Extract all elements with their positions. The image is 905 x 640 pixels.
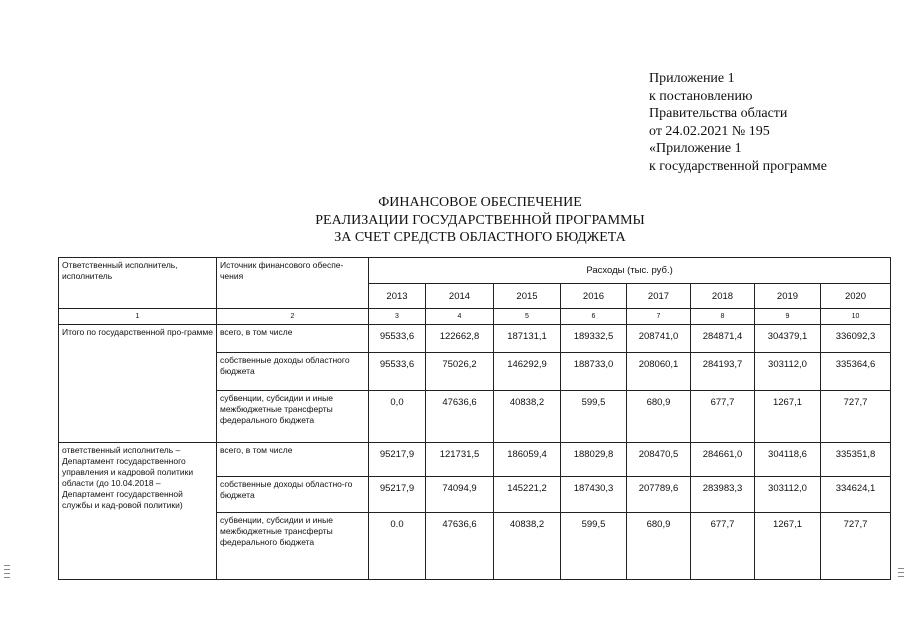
column-number: 5	[494, 309, 561, 325]
value-cell: 283983,3	[691, 477, 755, 513]
value-cell: 303112,0	[755, 477, 821, 513]
value-cell: 727,7	[821, 513, 891, 580]
value-cell: 95533,6	[369, 353, 426, 391]
value-cell: 95217,9	[369, 443, 426, 477]
title-line: ФИНАНСОВОЕ ОБЕСПЕЧЕНИЕ	[378, 195, 582, 210]
executor-cell: Итого по государственной про-грамме	[59, 325, 217, 443]
value-cell: 187430,3	[561, 477, 627, 513]
value-cell: 40838,2	[494, 513, 561, 580]
value-cell: 304379,1	[755, 325, 821, 353]
title-line: ЗА СЧЕТ СРЕДСТВ ОБЛАСТНОГО БЮДЖЕТА	[334, 230, 626, 245]
value-cell: 680,9	[627, 513, 691, 580]
value-cell: 145221,2	[494, 477, 561, 513]
source-cell: субвенции, субсидии и иные межбюджетные трансферты федерального бюджета	[217, 513, 369, 580]
header-executor: Ответственный исполнитель, исполнитель	[59, 258, 217, 309]
value-cell: 189332,5	[561, 325, 627, 353]
value-cell: 188029,8	[561, 443, 627, 477]
value-cell: 727,7	[821, 391, 891, 443]
appendix-line: Приложение 1	[649, 71, 735, 86]
document-title	[230, 194, 730, 247]
header-year: 2014	[426, 284, 494, 309]
value-cell: 74094,9	[426, 477, 494, 513]
value-cell: 146292,9	[494, 353, 561, 391]
header-year: 2016	[561, 284, 627, 309]
source-cell: всего, в том числе	[217, 325, 369, 353]
value-cell: 121731,5	[426, 443, 494, 477]
value-cell: 75026,2	[426, 353, 494, 391]
financing-table	[58, 257, 891, 580]
header-year: 2015	[494, 284, 561, 309]
header-year: 2013	[369, 284, 426, 309]
value-cell: 599,5	[561, 513, 627, 580]
value-cell: 336092,3	[821, 325, 891, 353]
value-cell: 95217,9	[369, 477, 426, 513]
value-cell: 284661,0	[691, 443, 755, 477]
value-cell: 208741,0	[627, 325, 691, 353]
value-cell: 1267,1	[755, 391, 821, 443]
column-number: 1	[59, 309, 217, 325]
appendix-line: Правительства области	[649, 106, 788, 122]
appendix-line: к государственной программе	[649, 158, 827, 174]
table-row	[59, 443, 891, 477]
value-cell: 599,5	[561, 391, 627, 443]
title-line: РЕАЛИЗАЦИИ ГОСУДАРСТВЕННОЙ ПРОГРАММЫ	[315, 212, 645, 228]
value-cell: 284871,4	[691, 325, 755, 353]
appendix-line: от 24.02.2021 № 195	[649, 123, 770, 139]
value-cell: 304118,6	[755, 443, 821, 477]
value-cell: 303112,0	[755, 353, 821, 391]
value-cell: 47636,6	[426, 513, 494, 580]
value-cell: 186059,4	[494, 443, 561, 477]
column-number: 7	[627, 309, 691, 325]
source-cell: субвенции, субсидии и иные межбюджетные трансферты федерального бюджета	[217, 391, 369, 443]
value-cell: 0,0	[369, 391, 426, 443]
header-year: 2019	[755, 284, 821, 309]
source-cell: собственные доходы областно-го бюджета	[217, 477, 369, 513]
appendix-line: «Приложение 1	[649, 141, 742, 157]
value-cell: 47636,6	[426, 391, 494, 443]
column-number: 6	[561, 309, 627, 325]
value-cell: 335364,6	[821, 353, 891, 391]
column-number: 10	[821, 309, 891, 325]
header-year: 2018	[691, 284, 755, 309]
value-cell: 208060,1	[627, 353, 691, 391]
value-cell: 284193,7	[691, 353, 755, 391]
value-cell: 680,9	[627, 391, 691, 443]
value-cell: 335351,8	[821, 443, 891, 477]
value-cell: 188733,0	[561, 353, 627, 391]
header-source: Источник финансового обеспе-чения	[217, 258, 369, 309]
value-cell: 40838,2	[494, 391, 561, 443]
appendix-block	[649, 70, 889, 176]
source-cell: собственные доходы областного бюджета	[217, 353, 369, 391]
column-number: 3	[369, 309, 426, 325]
value-cell: 208470,5	[627, 443, 691, 477]
column-number: 4	[426, 309, 494, 325]
header-expenses: Расходы (тыс. руб.)	[369, 258, 891, 284]
column-number: 8	[691, 309, 755, 325]
column-number: 9	[755, 309, 821, 325]
header-year: 2017	[627, 284, 691, 309]
table-row	[59, 325, 891, 353]
value-cell: 187131,1	[494, 325, 561, 353]
value-cell: 207789,6	[627, 477, 691, 513]
scan-edge-marks-right	[898, 568, 904, 580]
value-cell: 334624,1	[821, 477, 891, 513]
value-cell: 1267,1	[755, 513, 821, 580]
column-number: 2	[217, 309, 369, 325]
value-cell: 95533,6	[369, 325, 426, 353]
appendix-line: к постановлению	[649, 88, 753, 104]
scan-edge-marks-left	[4, 565, 10, 581]
executor-cell: ответственный исполнитель – Департамент государственного управления и кадровой политики области (до 10.04.2018 – Департамент государственной службы и кад-ровой политики)	[59, 443, 217, 580]
value-cell: 677,7	[691, 513, 755, 580]
value-cell: 122662,8	[426, 325, 494, 353]
value-cell: 677,7	[691, 391, 755, 443]
value-cell: 0.0	[369, 513, 426, 580]
header-year: 2020	[821, 284, 891, 309]
source-cell: всего, в том числе	[217, 443, 369, 477]
